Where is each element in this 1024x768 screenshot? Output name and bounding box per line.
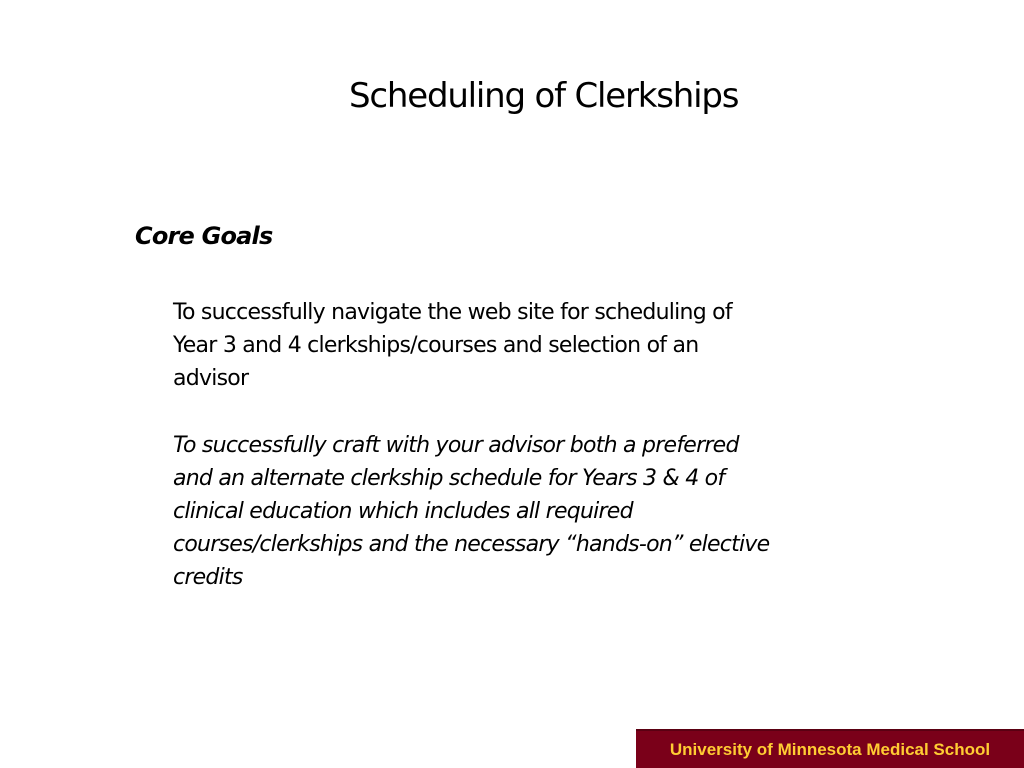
goal-paragraph-navigate	[173, 296, 873, 395]
goal-2-line-5: credits	[173, 565, 243, 590]
goal-2-line-1: To successfully craft with your advisor both a preferred	[173, 433, 739, 458]
footer-banner	[636, 729, 1024, 768]
goal-paragraph-craft-schedule	[173, 429, 873, 594]
section-heading: Core Goals	[135, 222, 273, 250]
goal-1-line-3: advisor	[173, 366, 249, 391]
goal-1-line-1: To successfully navigate the web site for scheduling of	[173, 300, 732, 325]
goal-1-line-2: Year 3 and 4 clerkships/courses and selection of an	[173, 333, 699, 358]
goal-2-line-3: clinical education which includes all required	[173, 499, 633, 524]
goal-2-line-4: courses/clerkships and the necessary “hands-on” elective	[173, 532, 770, 557]
footer-institution-name: University of Minnesota Medical School	[669, 739, 991, 759]
slide-title: Scheduling of Clerkships	[349, 76, 739, 116]
goal-2-line-2: and an alternate clerkship schedule for Years 3 & 4 of	[173, 466, 725, 491]
